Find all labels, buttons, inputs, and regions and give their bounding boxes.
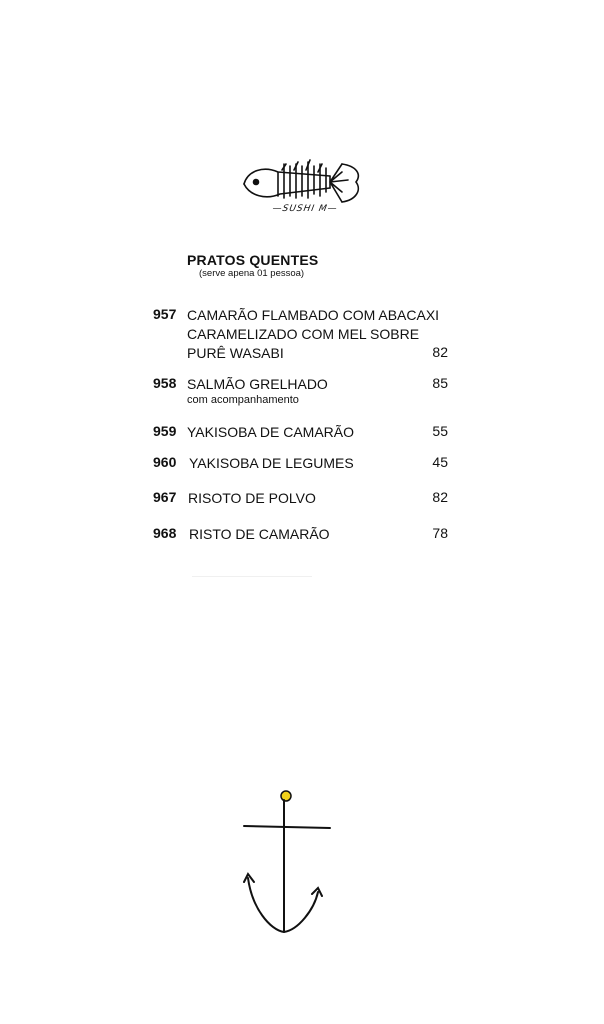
item-price: 85 bbox=[432, 375, 448, 391]
item-code: 960 bbox=[153, 454, 177, 470]
item-name-line: CAMARÃO FLAMBADO COM ABACAXI bbox=[187, 307, 440, 323]
item-name-line: RISTO DE CAMARÃO bbox=[189, 526, 330, 542]
item-name-line: YAKISOBA DE CAMARÃO bbox=[187, 424, 355, 440]
item-price: 55 bbox=[432, 423, 448, 439]
item-code: 957 bbox=[153, 306, 177, 322]
item-name-line: CARAMELIZADO COM MEL SOBRE bbox=[187, 326, 420, 342]
item-note: com acompanhamento bbox=[187, 394, 299, 406]
item-name-line: YAKISOBA DE LEGUMES bbox=[189, 455, 354, 471]
fish-skeleton-icon bbox=[238, 158, 366, 224]
item-price: 45 bbox=[432, 454, 448, 470]
anchor-icon bbox=[236, 782, 336, 938]
item-code: 959 bbox=[153, 423, 177, 439]
item-name-line: SALMÃO GRELHADO bbox=[187, 376, 328, 392]
section-subtitle: (serve apena 01 pessoa) bbox=[199, 268, 305, 279]
item-price: 82 bbox=[432, 344, 448, 360]
item-code: 967 bbox=[153, 489, 177, 505]
logo-text: —SUSHI M— bbox=[271, 204, 339, 214]
item-code: 968 bbox=[153, 525, 177, 541]
item-code: 958 bbox=[153, 375, 177, 391]
section-title: PRATOS QUENTES bbox=[187, 252, 319, 268]
item-price: 82 bbox=[432, 489, 448, 505]
item-name-line: PURÊ WASABI bbox=[187, 345, 284, 361]
item-name-line: RISOTO DE POLVO bbox=[188, 490, 316, 506]
faint-divider bbox=[192, 576, 312, 577]
item-price: 78 bbox=[432, 525, 448, 541]
